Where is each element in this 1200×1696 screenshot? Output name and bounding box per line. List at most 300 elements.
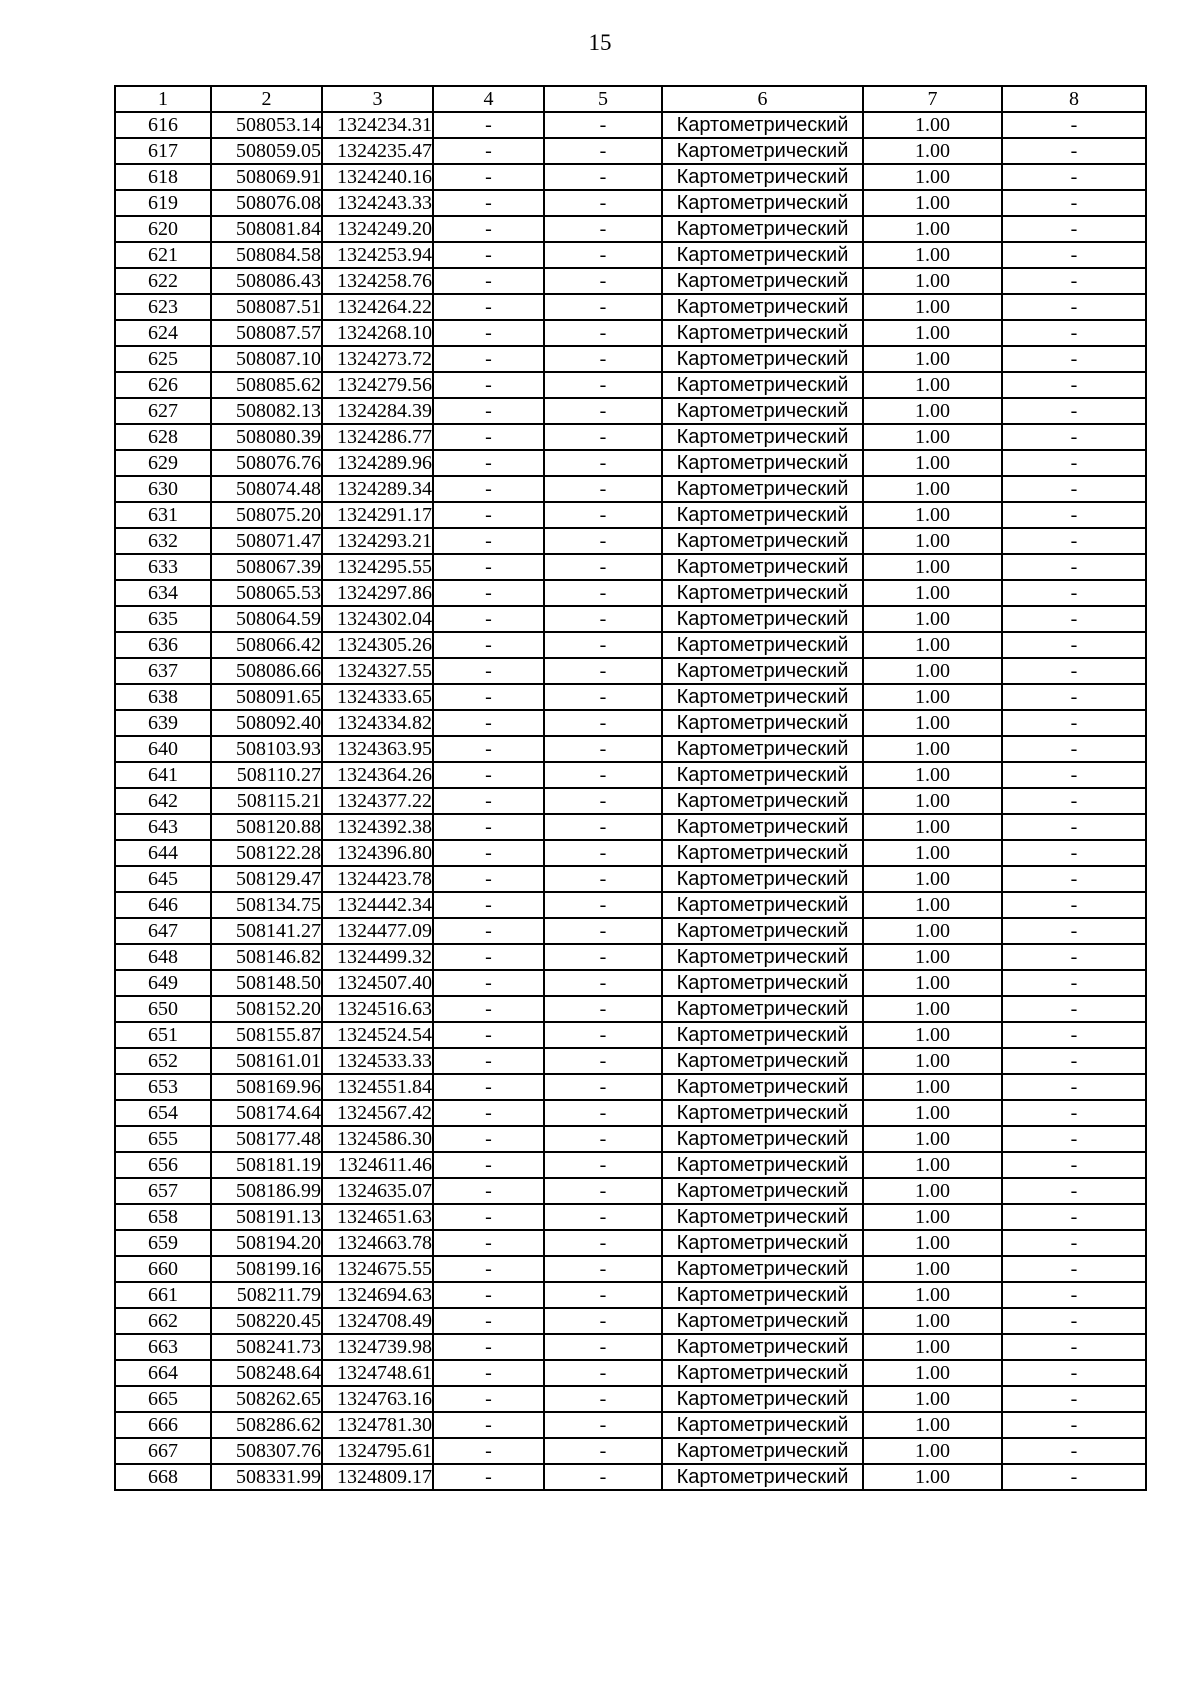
col4-cell: - bbox=[433, 710, 544, 736]
col5-cell: - bbox=[544, 866, 662, 892]
accuracy-cell: 1.00 bbox=[863, 684, 1002, 710]
col5-cell: - bbox=[544, 1308, 662, 1334]
table-row bbox=[115, 606, 1146, 632]
col8-cell: - bbox=[1002, 866, 1146, 892]
y-coordinate-cell: 1324567.42 bbox=[322, 1100, 433, 1126]
col8-cell: - bbox=[1002, 190, 1146, 216]
method-cell: Картометрический bbox=[662, 606, 863, 632]
col8-cell: - bbox=[1002, 450, 1146, 476]
table-row bbox=[115, 1464, 1146, 1490]
table-row bbox=[115, 866, 1146, 892]
accuracy-cell: 1.00 bbox=[863, 580, 1002, 606]
accuracy-cell: 1.00 bbox=[863, 1152, 1002, 1178]
col8-cell: - bbox=[1002, 346, 1146, 372]
col5-cell: - bbox=[544, 892, 662, 918]
col5-cell: - bbox=[544, 554, 662, 580]
table-row bbox=[115, 944, 1146, 970]
col8-cell: - bbox=[1002, 1100, 1146, 1126]
col4-cell: - bbox=[433, 164, 544, 190]
accuracy-cell: 1.00 bbox=[863, 216, 1002, 242]
col4-cell: - bbox=[433, 814, 544, 840]
x-coordinate-cell: 508087.10 bbox=[211, 346, 322, 372]
col5-cell: - bbox=[544, 1126, 662, 1152]
col5-cell: - bbox=[544, 528, 662, 554]
point-number-cell: 639 bbox=[115, 710, 211, 736]
table-row bbox=[115, 580, 1146, 606]
col5-cell: - bbox=[544, 580, 662, 606]
col4-cell: - bbox=[433, 1464, 544, 1490]
y-coordinate-cell: 1324363.95 bbox=[322, 736, 433, 762]
table-row bbox=[115, 190, 1146, 216]
x-coordinate-cell: 508220.45 bbox=[211, 1308, 322, 1334]
col8-cell: - bbox=[1002, 580, 1146, 606]
method-cell: Картометрический bbox=[662, 944, 863, 970]
table-row bbox=[115, 762, 1146, 788]
accuracy-cell: 1.00 bbox=[863, 970, 1002, 996]
accuracy-cell: 1.00 bbox=[863, 1204, 1002, 1230]
x-coordinate-cell: 508069.91 bbox=[211, 164, 322, 190]
col4-cell: - bbox=[433, 294, 544, 320]
table-row bbox=[115, 996, 1146, 1022]
method-cell: Картометрический bbox=[662, 502, 863, 528]
col8-cell: - bbox=[1002, 1230, 1146, 1256]
table-row bbox=[115, 658, 1146, 684]
accuracy-cell: 1.00 bbox=[863, 450, 1002, 476]
col5-cell: - bbox=[544, 1282, 662, 1308]
point-number-cell: 660 bbox=[115, 1256, 211, 1282]
x-coordinate-cell: 508059.05 bbox=[211, 138, 322, 164]
col5-cell: - bbox=[544, 1412, 662, 1438]
col8-cell: - bbox=[1002, 476, 1146, 502]
col5-cell: - bbox=[544, 346, 662, 372]
y-coordinate-cell: 1324264.22 bbox=[322, 294, 433, 320]
y-coordinate-cell: 1324611.46 bbox=[322, 1152, 433, 1178]
method-cell: Картометрический bbox=[662, 658, 863, 684]
y-coordinate-cell: 1324235.47 bbox=[322, 138, 433, 164]
point-number-cell: 646 bbox=[115, 892, 211, 918]
col5-cell: - bbox=[544, 268, 662, 294]
col8-cell: - bbox=[1002, 814, 1146, 840]
col4-cell: - bbox=[433, 1126, 544, 1152]
col8-cell: - bbox=[1002, 1386, 1146, 1412]
col5-cell: - bbox=[544, 736, 662, 762]
col4-cell: - bbox=[433, 918, 544, 944]
table-row bbox=[115, 1282, 1146, 1308]
x-coordinate-cell: 508091.65 bbox=[211, 684, 322, 710]
x-coordinate-cell: 508115.21 bbox=[211, 788, 322, 814]
accuracy-cell: 1.00 bbox=[863, 242, 1002, 268]
x-coordinate-cell: 508134.75 bbox=[211, 892, 322, 918]
y-coordinate-cell: 1324243.33 bbox=[322, 190, 433, 216]
coordinates-table bbox=[114, 85, 1147, 1491]
y-coordinate-cell: 1324286.77 bbox=[322, 424, 433, 450]
method-cell: Картометрический bbox=[662, 1360, 863, 1386]
accuracy-cell: 1.00 bbox=[863, 1282, 1002, 1308]
point-number-cell: 658 bbox=[115, 1204, 211, 1230]
x-coordinate-cell: 508241.73 bbox=[211, 1334, 322, 1360]
col5-cell: - bbox=[544, 632, 662, 658]
y-coordinate-cell: 1324364.26 bbox=[322, 762, 433, 788]
method-cell: Картометрический bbox=[662, 1126, 863, 1152]
point-number-cell: 666 bbox=[115, 1412, 211, 1438]
y-coordinate-cell: 1324240.16 bbox=[322, 164, 433, 190]
method-cell: Картометрический bbox=[662, 918, 863, 944]
y-coordinate-cell: 1324708.49 bbox=[322, 1308, 433, 1334]
col5-cell: - bbox=[544, 1438, 662, 1464]
point-number-cell: 618 bbox=[115, 164, 211, 190]
accuracy-cell: 1.00 bbox=[863, 1438, 1002, 1464]
y-coordinate-cell: 1324302.04 bbox=[322, 606, 433, 632]
col5-cell: - bbox=[544, 1100, 662, 1126]
method-cell: Картометрический bbox=[662, 450, 863, 476]
y-coordinate-cell: 1324305.26 bbox=[322, 632, 433, 658]
accuracy-cell: 1.00 bbox=[863, 892, 1002, 918]
col5-cell: - bbox=[544, 684, 662, 710]
point-number-cell: 653 bbox=[115, 1074, 211, 1100]
col5-cell: - bbox=[544, 242, 662, 268]
col5-cell: - bbox=[544, 476, 662, 502]
col4-cell: - bbox=[433, 1282, 544, 1308]
col8-cell: - bbox=[1002, 424, 1146, 450]
point-number-cell: 645 bbox=[115, 866, 211, 892]
point-number-cell: 662 bbox=[115, 1308, 211, 1334]
point-number-cell: 626 bbox=[115, 372, 211, 398]
y-coordinate-cell: 1324781.30 bbox=[322, 1412, 433, 1438]
col5-cell: - bbox=[544, 1256, 662, 1282]
table-row bbox=[115, 1204, 1146, 1230]
col5-cell: - bbox=[544, 970, 662, 996]
x-coordinate-cell: 508087.51 bbox=[211, 294, 322, 320]
table-row bbox=[115, 710, 1146, 736]
y-coordinate-cell: 1324507.40 bbox=[322, 970, 433, 996]
col4-cell: - bbox=[433, 1022, 544, 1048]
x-coordinate-cell: 508186.99 bbox=[211, 1178, 322, 1204]
table-row bbox=[115, 684, 1146, 710]
accuracy-cell: 1.00 bbox=[863, 788, 1002, 814]
col4-cell: - bbox=[433, 476, 544, 502]
x-coordinate-cell: 508286.62 bbox=[211, 1412, 322, 1438]
method-cell: Картометрический bbox=[662, 1048, 863, 1074]
point-number-cell: 665 bbox=[115, 1386, 211, 1412]
y-coordinate-cell: 1324289.96 bbox=[322, 450, 433, 476]
x-coordinate-cell: 508086.66 bbox=[211, 658, 322, 684]
table-row bbox=[115, 450, 1146, 476]
accuracy-cell: 1.00 bbox=[863, 762, 1002, 788]
x-coordinate-cell: 508084.58 bbox=[211, 242, 322, 268]
point-number-cell: 644 bbox=[115, 840, 211, 866]
y-coordinate-cell: 1324289.34 bbox=[322, 476, 433, 502]
x-coordinate-cell: 508129.47 bbox=[211, 866, 322, 892]
table-row bbox=[115, 918, 1146, 944]
point-number-cell: 617 bbox=[115, 138, 211, 164]
y-coordinate-cell: 1324279.56 bbox=[322, 372, 433, 398]
table-row bbox=[115, 138, 1146, 164]
accuracy-cell: 1.00 bbox=[863, 736, 1002, 762]
column-header: 1 bbox=[115, 86, 211, 112]
method-cell: Картометрический bbox=[662, 970, 863, 996]
y-coordinate-cell: 1324763.16 bbox=[322, 1386, 433, 1412]
y-coordinate-cell: 1324516.63 bbox=[322, 996, 433, 1022]
method-cell: Картометрический bbox=[662, 1464, 863, 1490]
y-coordinate-cell: 1324253.94 bbox=[322, 242, 433, 268]
method-cell: Картометрический bbox=[662, 788, 863, 814]
method-cell: Картометрический bbox=[662, 892, 863, 918]
y-coordinate-cell: 1324748.61 bbox=[322, 1360, 433, 1386]
table-row bbox=[115, 970, 1146, 996]
col8-cell: - bbox=[1002, 554, 1146, 580]
col5-cell: - bbox=[544, 1334, 662, 1360]
method-cell: Картометрический bbox=[662, 372, 863, 398]
accuracy-cell: 1.00 bbox=[863, 632, 1002, 658]
point-number-cell: 648 bbox=[115, 944, 211, 970]
accuracy-cell: 1.00 bbox=[863, 294, 1002, 320]
col4-cell: - bbox=[433, 138, 544, 164]
col5-cell: - bbox=[544, 450, 662, 476]
page-number: 15 bbox=[588, 30, 612, 55]
x-coordinate-cell: 508075.20 bbox=[211, 502, 322, 528]
x-coordinate-cell: 508174.64 bbox=[211, 1100, 322, 1126]
x-coordinate-cell: 508152.20 bbox=[211, 996, 322, 1022]
y-coordinate-cell: 1324499.32 bbox=[322, 944, 433, 970]
x-coordinate-cell: 508053.14 bbox=[211, 112, 322, 138]
accuracy-cell: 1.00 bbox=[863, 658, 1002, 684]
accuracy-cell: 1.00 bbox=[863, 1100, 1002, 1126]
accuracy-cell: 1.00 bbox=[863, 1464, 1002, 1490]
accuracy-cell: 1.00 bbox=[863, 944, 1002, 970]
accuracy-cell: 1.00 bbox=[863, 1360, 1002, 1386]
col4-cell: - bbox=[433, 866, 544, 892]
col5-cell: - bbox=[544, 658, 662, 684]
point-number-cell: 616 bbox=[115, 112, 211, 138]
y-coordinate-cell: 1324663.78 bbox=[322, 1230, 433, 1256]
accuracy-cell: 1.00 bbox=[863, 502, 1002, 528]
col5-cell: - bbox=[544, 762, 662, 788]
col4-cell: - bbox=[433, 1178, 544, 1204]
col4-cell: - bbox=[433, 528, 544, 554]
col8-cell: - bbox=[1002, 736, 1146, 762]
accuracy-cell: 1.00 bbox=[863, 606, 1002, 632]
col4-cell: - bbox=[433, 216, 544, 242]
col5-cell: - bbox=[544, 606, 662, 632]
table-row bbox=[115, 1334, 1146, 1360]
table-row bbox=[115, 1230, 1146, 1256]
method-cell: Картометрический bbox=[662, 1204, 863, 1230]
table-row bbox=[115, 398, 1146, 424]
y-coordinate-cell: 1324675.55 bbox=[322, 1256, 433, 1282]
y-coordinate-cell: 1324586.30 bbox=[322, 1126, 433, 1152]
x-coordinate-cell: 508181.19 bbox=[211, 1152, 322, 1178]
table-row bbox=[115, 1126, 1146, 1152]
col8-cell: - bbox=[1002, 294, 1146, 320]
col5-cell: - bbox=[544, 840, 662, 866]
point-number-cell: 649 bbox=[115, 970, 211, 996]
column-header: 6 bbox=[662, 86, 863, 112]
col5-cell: - bbox=[544, 710, 662, 736]
accuracy-cell: 1.00 bbox=[863, 476, 1002, 502]
method-cell: Картометрический bbox=[662, 242, 863, 268]
y-coordinate-cell: 1324477.09 bbox=[322, 918, 433, 944]
col4-cell: - bbox=[433, 502, 544, 528]
method-cell: Картометрический bbox=[662, 580, 863, 606]
col8-cell: - bbox=[1002, 632, 1146, 658]
point-number-cell: 656 bbox=[115, 1152, 211, 1178]
y-coordinate-cell: 1324297.86 bbox=[322, 580, 433, 606]
accuracy-cell: 1.00 bbox=[863, 372, 1002, 398]
accuracy-cell: 1.00 bbox=[863, 710, 1002, 736]
col4-cell: - bbox=[433, 1256, 544, 1282]
col8-cell: - bbox=[1002, 320, 1146, 346]
x-coordinate-cell: 508141.27 bbox=[211, 918, 322, 944]
accuracy-cell: 1.00 bbox=[863, 1230, 1002, 1256]
accuracy-cell: 1.00 bbox=[863, 528, 1002, 554]
y-coordinate-cell: 1324284.39 bbox=[322, 398, 433, 424]
table-row bbox=[115, 1360, 1146, 1386]
accuracy-cell: 1.00 bbox=[863, 1256, 1002, 1282]
table-row bbox=[115, 840, 1146, 866]
table-row bbox=[115, 1386, 1146, 1412]
table-row bbox=[115, 424, 1146, 450]
col8-cell: - bbox=[1002, 606, 1146, 632]
col8-cell: - bbox=[1002, 1048, 1146, 1074]
column-header: 7 bbox=[863, 86, 1002, 112]
col5-cell: - bbox=[544, 1048, 662, 1074]
point-number-cell: 635 bbox=[115, 606, 211, 632]
col4-cell: - bbox=[433, 970, 544, 996]
table-row bbox=[115, 242, 1146, 268]
col8-cell: - bbox=[1002, 970, 1146, 996]
col8-cell: - bbox=[1002, 892, 1146, 918]
table-row bbox=[115, 736, 1146, 762]
method-cell: Картометрический bbox=[662, 840, 863, 866]
table-row bbox=[115, 892, 1146, 918]
method-cell: Картометрический bbox=[662, 1074, 863, 1100]
method-cell: Картометрический bbox=[662, 528, 863, 554]
col8-cell: - bbox=[1002, 112, 1146, 138]
accuracy-cell: 1.00 bbox=[863, 1126, 1002, 1152]
col5-cell: - bbox=[544, 190, 662, 216]
col5-cell: - bbox=[544, 944, 662, 970]
col5-cell: - bbox=[544, 502, 662, 528]
y-coordinate-cell: 1324533.33 bbox=[322, 1048, 433, 1074]
table-row bbox=[115, 112, 1146, 138]
col8-cell: - bbox=[1002, 164, 1146, 190]
table-row bbox=[115, 346, 1146, 372]
x-coordinate-cell: 508331.99 bbox=[211, 1464, 322, 1490]
point-number-cell: 632 bbox=[115, 528, 211, 554]
point-number-cell: 634 bbox=[115, 580, 211, 606]
column-header: 3 bbox=[322, 86, 433, 112]
x-coordinate-cell: 508087.57 bbox=[211, 320, 322, 346]
col8-cell: - bbox=[1002, 268, 1146, 294]
x-coordinate-cell: 508194.20 bbox=[211, 1230, 322, 1256]
col4-cell: - bbox=[433, 606, 544, 632]
method-cell: Картометрический bbox=[662, 1308, 863, 1334]
y-coordinate-cell: 1324377.22 bbox=[322, 788, 433, 814]
x-coordinate-cell: 508092.40 bbox=[211, 710, 322, 736]
table-row bbox=[115, 528, 1146, 554]
x-coordinate-cell: 508262.65 bbox=[211, 1386, 322, 1412]
col8-cell: - bbox=[1002, 918, 1146, 944]
col4-cell: - bbox=[433, 944, 544, 970]
col5-cell: - bbox=[544, 398, 662, 424]
col5-cell: - bbox=[544, 112, 662, 138]
col8-cell: - bbox=[1002, 762, 1146, 788]
col5-cell: - bbox=[544, 294, 662, 320]
y-coordinate-cell: 1324234.31 bbox=[322, 112, 433, 138]
point-number-cell: 619 bbox=[115, 190, 211, 216]
col5-cell: - bbox=[544, 320, 662, 346]
x-coordinate-cell: 508081.84 bbox=[211, 216, 322, 242]
x-coordinate-cell: 508155.87 bbox=[211, 1022, 322, 1048]
x-coordinate-cell: 508199.16 bbox=[211, 1256, 322, 1282]
y-coordinate-cell: 1324249.20 bbox=[322, 216, 433, 242]
point-number-cell: 627 bbox=[115, 398, 211, 424]
x-coordinate-cell: 508080.39 bbox=[211, 424, 322, 450]
col4-cell: - bbox=[433, 398, 544, 424]
method-cell: Картометрический bbox=[662, 710, 863, 736]
table-row bbox=[115, 320, 1146, 346]
col5-cell: - bbox=[544, 216, 662, 242]
y-coordinate-cell: 1324268.10 bbox=[322, 320, 433, 346]
method-cell: Картометрический bbox=[662, 1100, 863, 1126]
col5-cell: - bbox=[544, 372, 662, 398]
col5-cell: - bbox=[544, 1360, 662, 1386]
col4-cell: - bbox=[433, 580, 544, 606]
col4-cell: - bbox=[433, 450, 544, 476]
col5-cell: - bbox=[544, 138, 662, 164]
col4-cell: - bbox=[433, 658, 544, 684]
method-cell: Картометрический bbox=[662, 138, 863, 164]
method-cell: Картометрический bbox=[662, 554, 863, 580]
col8-cell: - bbox=[1002, 1464, 1146, 1490]
col4-cell: - bbox=[433, 1204, 544, 1230]
method-cell: Картометрический bbox=[662, 996, 863, 1022]
table-body bbox=[115, 112, 1146, 1490]
y-coordinate-cell: 1324293.21 bbox=[322, 528, 433, 554]
x-coordinate-cell: 508086.43 bbox=[211, 268, 322, 294]
col4-cell: - bbox=[433, 1048, 544, 1074]
x-coordinate-cell: 508066.42 bbox=[211, 632, 322, 658]
point-number-cell: 661 bbox=[115, 1282, 211, 1308]
table-row bbox=[115, 1074, 1146, 1100]
point-number-cell: 643 bbox=[115, 814, 211, 840]
col8-cell: - bbox=[1002, 788, 1146, 814]
col8-cell: - bbox=[1002, 1438, 1146, 1464]
x-coordinate-cell: 508211.79 bbox=[211, 1282, 322, 1308]
col5-cell: - bbox=[544, 164, 662, 190]
col8-cell: - bbox=[1002, 658, 1146, 684]
table-row bbox=[115, 554, 1146, 580]
point-number-cell: 631 bbox=[115, 502, 211, 528]
col5-cell: - bbox=[544, 814, 662, 840]
table-row bbox=[115, 1438, 1146, 1464]
table-row bbox=[115, 294, 1146, 320]
method-cell: Картометрический bbox=[662, 1438, 863, 1464]
x-coordinate-cell: 508082.13 bbox=[211, 398, 322, 424]
method-cell: Картометрический bbox=[662, 1022, 863, 1048]
col4-cell: - bbox=[433, 554, 544, 580]
point-number-cell: 641 bbox=[115, 762, 211, 788]
method-cell: Картометрический bbox=[662, 866, 863, 892]
accuracy-cell: 1.00 bbox=[863, 554, 1002, 580]
y-coordinate-cell: 1324392.38 bbox=[322, 814, 433, 840]
table-row bbox=[115, 632, 1146, 658]
x-coordinate-cell: 508071.47 bbox=[211, 528, 322, 554]
point-number-cell: 668 bbox=[115, 1464, 211, 1490]
col8-cell: - bbox=[1002, 1204, 1146, 1230]
col8-cell: - bbox=[1002, 1152, 1146, 1178]
col4-cell: - bbox=[433, 736, 544, 762]
